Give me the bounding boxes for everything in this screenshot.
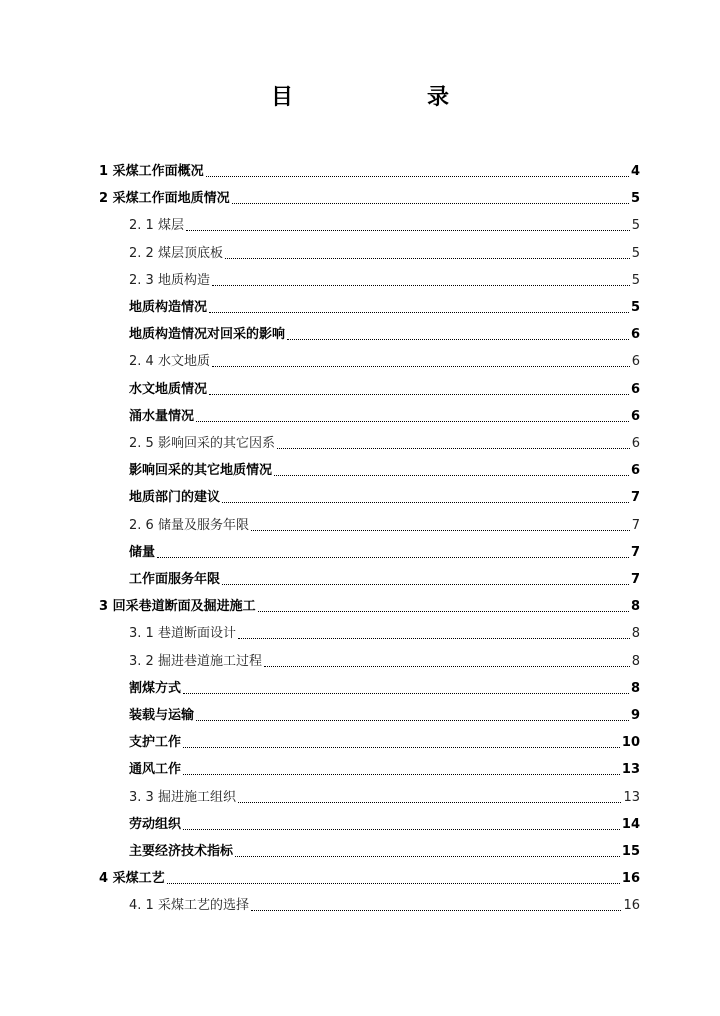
toc-dot-leader [183, 746, 620, 748]
toc-dot-leader [196, 420, 629, 422]
toc-dot-leader [183, 773, 620, 775]
page-title: 目 录 [270, 85, 479, 110]
toc-entry[interactable] [129, 648, 640, 670]
toc-entry-label: 工作面服务年限 [129, 572, 221, 587]
toc-entry-page-number: 6 [630, 463, 640, 479]
toc-entry-page-number: 8 [630, 599, 640, 615]
toc-dot-leader [222, 583, 629, 585]
toc-entry[interactable] [129, 484, 640, 506]
toc-entry[interactable] [129, 376, 640, 398]
toc-entry-page-number: 5 [631, 218, 640, 234]
toc-dot-leader [274, 474, 629, 476]
toc-entry-label: 2. 1 煤层 [129, 218, 184, 234]
toc-entry-page-number: 15 [621, 844, 640, 859]
toc-entry-label: 2. 2 煤层顶底板 [129, 245, 223, 261]
toc-entry-label: 3. 2 掘进巷道施工过程 [129, 653, 262, 669]
toc-dot-leader [212, 365, 630, 367]
toc-entry-label: 涌水量情况 [129, 408, 195, 424]
toc-entry-page-number: 8 [630, 680, 640, 696]
toc-entry-label: 4. 1 采煤工艺的选择 [129, 898, 249, 914]
toc-entry-label: 3. 1 巷道断面设计 [129, 626, 236, 642]
toc-entry[interactable] [129, 403, 640, 425]
toc-entry-label: 4 采煤工艺 [99, 871, 165, 887]
toc-entry-label: 2. 4 水文地质 [129, 354, 210, 370]
toc-entry-page-number: 8 [631, 626, 640, 642]
toc-entry[interactable] [129, 838, 640, 860]
toc-entry[interactable] [129, 348, 640, 370]
toc-entry-label: 2. 6 储量及服务年限 [129, 517, 249, 533]
toc-entry[interactable] [129, 539, 640, 561]
toc-entry-label: 通风工作 [129, 762, 182, 778]
toc-entry-page-number: 5 [630, 300, 640, 315]
toc-entry-page-number: 9 [630, 708, 640, 723]
toc-entry-label: 储量 [129, 544, 156, 560]
toc-entry[interactable] [129, 240, 640, 262]
toc-dot-leader [232, 202, 629, 204]
toc-entry-label: 影响回采的其它地质情况 [129, 463, 273, 479]
toc-entry-label: 3. 3 掘进施工组织 [129, 789, 236, 805]
toc-dot-leader [251, 909, 622, 911]
toc-entry-page-number: 13 [623, 789, 640, 805]
toc-entry[interactable] [129, 784, 640, 806]
toc-entry-page-number: 14 [621, 816, 640, 832]
toc-entry[interactable] [99, 185, 640, 207]
toc-dot-leader [196, 719, 629, 721]
toc-entry[interactable] [129, 702, 640, 724]
toc-entry-label: 割煤方式 [129, 680, 182, 696]
toc-entry[interactable] [129, 294, 640, 316]
toc-entry[interactable] [129, 756, 640, 778]
toc-dot-leader [287, 338, 629, 340]
toc-dot-leader [209, 311, 629, 313]
toc-entry[interactable] [129, 675, 640, 697]
toc-entry-page-number: 8 [631, 653, 640, 669]
toc-entry[interactable] [129, 566, 640, 588]
toc-entry-page-number: 5 [631, 272, 640, 288]
toc-entry-page-number: 16 [621, 871, 640, 887]
toc-dot-leader [238, 637, 630, 639]
toc-entry-page-number: 6 [631, 354, 640, 370]
toc-entry-page-number: 4 [630, 164, 640, 179]
toc-entry-label: 地质部门的建议 [129, 490, 221, 506]
toc-entry[interactable] [129, 212, 640, 234]
toc-entry[interactable] [129, 811, 640, 833]
toc-entry[interactable] [129, 620, 640, 642]
toc-entry-label: 主要经济技术指标 [129, 844, 234, 859]
toc-entry[interactable] [129, 267, 640, 289]
toc-entry-page-number: 7 [631, 517, 640, 533]
toc-entry-label: 地质构造情况对回采的影响 [129, 327, 286, 343]
toc-entry-page-number: 13 [621, 762, 640, 778]
toc-dot-leader [183, 828, 620, 830]
toc-dot-leader [157, 556, 629, 558]
toc-entry[interactable] [129, 321, 640, 343]
toc-entry-label: 劳动组织 [129, 816, 182, 832]
toc-entry-label: 2 采煤工作面地质情况 [99, 191, 230, 207]
toc-entry[interactable] [129, 512, 640, 534]
toc-entry-page-number: 7 [630, 490, 640, 506]
toc-dot-leader [222, 501, 629, 503]
toc-entry-label: 地质构造情况 [129, 300, 208, 315]
toc-entry[interactable] [99, 593, 640, 615]
toc-dot-leader [225, 257, 630, 259]
toc-entry[interactable] [129, 430, 640, 452]
toc-entry[interactable] [129, 892, 640, 914]
toc-dot-leader [183, 692, 629, 694]
toc-dot-leader [167, 882, 620, 884]
toc-entry[interactable] [99, 158, 640, 180]
toc-entry-page-number: 6 [630, 408, 640, 424]
toc-dot-leader [238, 801, 622, 803]
toc-dot-leader [277, 447, 630, 449]
toc-entry-label: 1 采煤工作面概况 [99, 164, 204, 179]
toc-entry-page-number: 6 [630, 381, 640, 397]
toc-entry-page-number: 6 [631, 436, 640, 451]
toc-entry-label: 3 回采巷道断面及掘进施工 [99, 599, 256, 615]
toc-entry-page-number: 5 [630, 191, 640, 207]
toc-entry[interactable] [129, 729, 640, 751]
toc-entry-label: 2. 5 影响回采的其它因系 [129, 436, 275, 451]
toc-entry-page-number: 6 [630, 327, 640, 343]
toc-entry-page-number: 5 [631, 245, 640, 261]
toc-entry-page-number: 16 [623, 898, 640, 914]
toc-entry[interactable] [129, 457, 640, 479]
toc-dot-leader [264, 665, 630, 667]
toc-dot-leader [251, 529, 630, 531]
toc-entry-label: 装载与运输 [129, 708, 195, 723]
toc-entry-label: 支护工作 [129, 735, 182, 751]
toc-dot-leader [235, 855, 620, 857]
toc-entry-page-number: 7 [630, 544, 640, 560]
toc-entry-label: 2. 3 地质构造 [129, 272, 210, 288]
toc-dot-leader [206, 175, 629, 177]
toc-dot-leader [212, 284, 630, 286]
toc-entry-label: 水文地质情况 [129, 381, 208, 397]
toc-entry-page-number: 7 [630, 572, 640, 587]
toc-entry-page-number: 10 [621, 735, 640, 751]
toc-dot-leader [258, 610, 629, 612]
toc-entry[interactable] [99, 865, 640, 887]
toc-dot-leader [209, 393, 629, 395]
toc-dot-leader [186, 229, 630, 231]
